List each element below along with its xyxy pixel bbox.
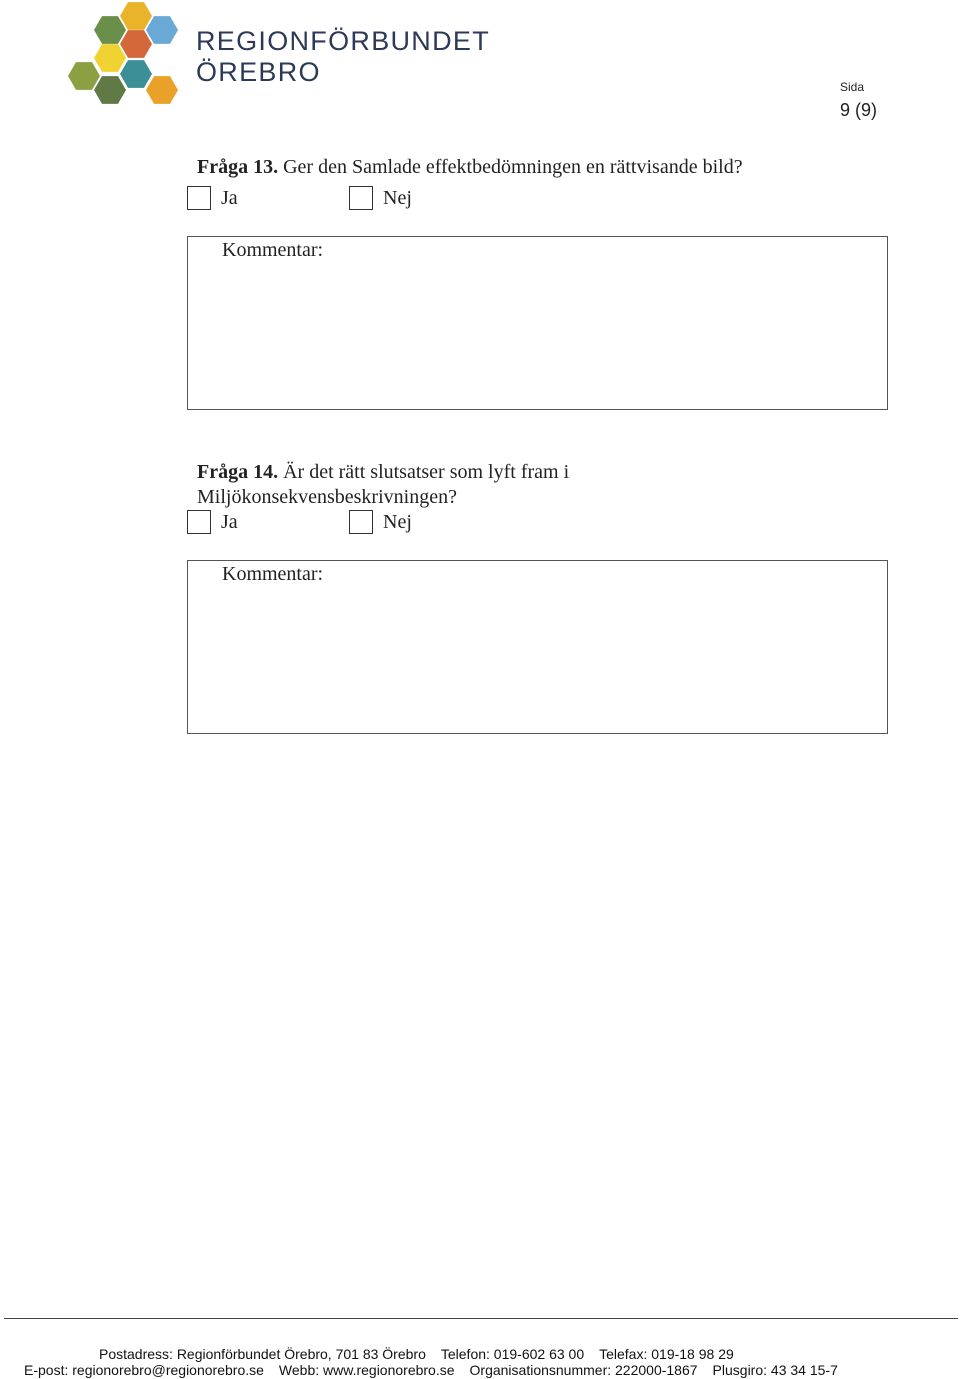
question-13-comment-box[interactable]: [187, 236, 888, 410]
question-13-no-label: Nej: [383, 186, 412, 209]
logo-hexagon: [120, 30, 152, 58]
logo-hexagon: [68, 62, 100, 90]
footer-plusgiro: Plusgiro: 43 34 15-7: [712, 1362, 838, 1378]
question-13: [197, 155, 857, 180]
question-13-text: Ger den Samlade effektbedömningen en rättvisande bild?: [278, 156, 743, 178]
footer-fax: Telefax: 019-18 98 29: [599, 1346, 734, 1362]
question-13-yes-option[interactable]: [187, 186, 238, 210]
question-14-no-checkbox[interactable]: [349, 510, 373, 534]
question-14-comment-box[interactable]: [187, 560, 888, 734]
footer-phone: Telefon: 019-602 63 00: [440, 1346, 585, 1362]
footer-email: E-post: regionorebro@regionorebro.se: [24, 1362, 264, 1378]
logo-hexagon: [146, 16, 178, 44]
logo-hexagon: [146, 76, 178, 104]
question-14: [197, 460, 637, 510]
question-13-no-checkbox[interactable]: [349, 186, 373, 210]
question-14-number: Fråga 14.: [197, 461, 279, 483]
question-14-no-option[interactable]: [349, 510, 412, 534]
footer-postal-address: Postadress: Regionförbundet Örebro, 701 83 Örebro: [99, 1346, 426, 1362]
organization-name-line2: ÖREBRO: [196, 57, 321, 87]
regionforbundet-logo: [66, 0, 186, 110]
question-14-yes-label: Ja: [221, 510, 238, 533]
question-13-no-option[interactable]: [349, 186, 412, 210]
page-number: 9 (9): [840, 100, 878, 120]
question-14-yes-checkbox[interactable]: [187, 510, 211, 534]
logo-hexagon: [94, 44, 126, 72]
logo-hexagon: [120, 2, 152, 30]
logo-hexagon: [94, 16, 126, 44]
logo-hexagon: [94, 76, 126, 104]
question-14-comment-label: Kommentar:: [222, 563, 324, 585]
question-14-text: Är det rätt slutsatser som lyft fram i Miljökonsekvensbeskrivningen?: [197, 461, 570, 508]
question-14-comment-field[interactable]: [198, 595, 877, 723]
question-13-number: Fråga 13.: [197, 156, 279, 178]
question-13-comment-field[interactable]: [198, 271, 877, 399]
question-14-no-label: Nej: [383, 510, 412, 533]
question-13-comment-label: Kommentar:: [222, 239, 324, 261]
logo-hexagon: [120, 60, 152, 88]
footer-line-1: [99, 1346, 734, 1362]
page-label: Sida: [840, 80, 865, 94]
question-13-yes-checkbox[interactable]: [187, 186, 211, 210]
footer-web: Webb: www.regionorebro.se: [278, 1362, 455, 1378]
organization-name: [196, 26, 490, 88]
organization-name-line1: REGIONFÖRBUNDET: [196, 26, 491, 56]
footer-org-number: Organisationsnummer: 222000-1867: [469, 1362, 698, 1378]
question-13-yes-label: Ja: [221, 186, 238, 209]
footer-line-2: [24, 1362, 838, 1378]
question-14-yes-option[interactable]: [187, 510, 238, 534]
footer-divider: [4, 1318, 958, 1319]
